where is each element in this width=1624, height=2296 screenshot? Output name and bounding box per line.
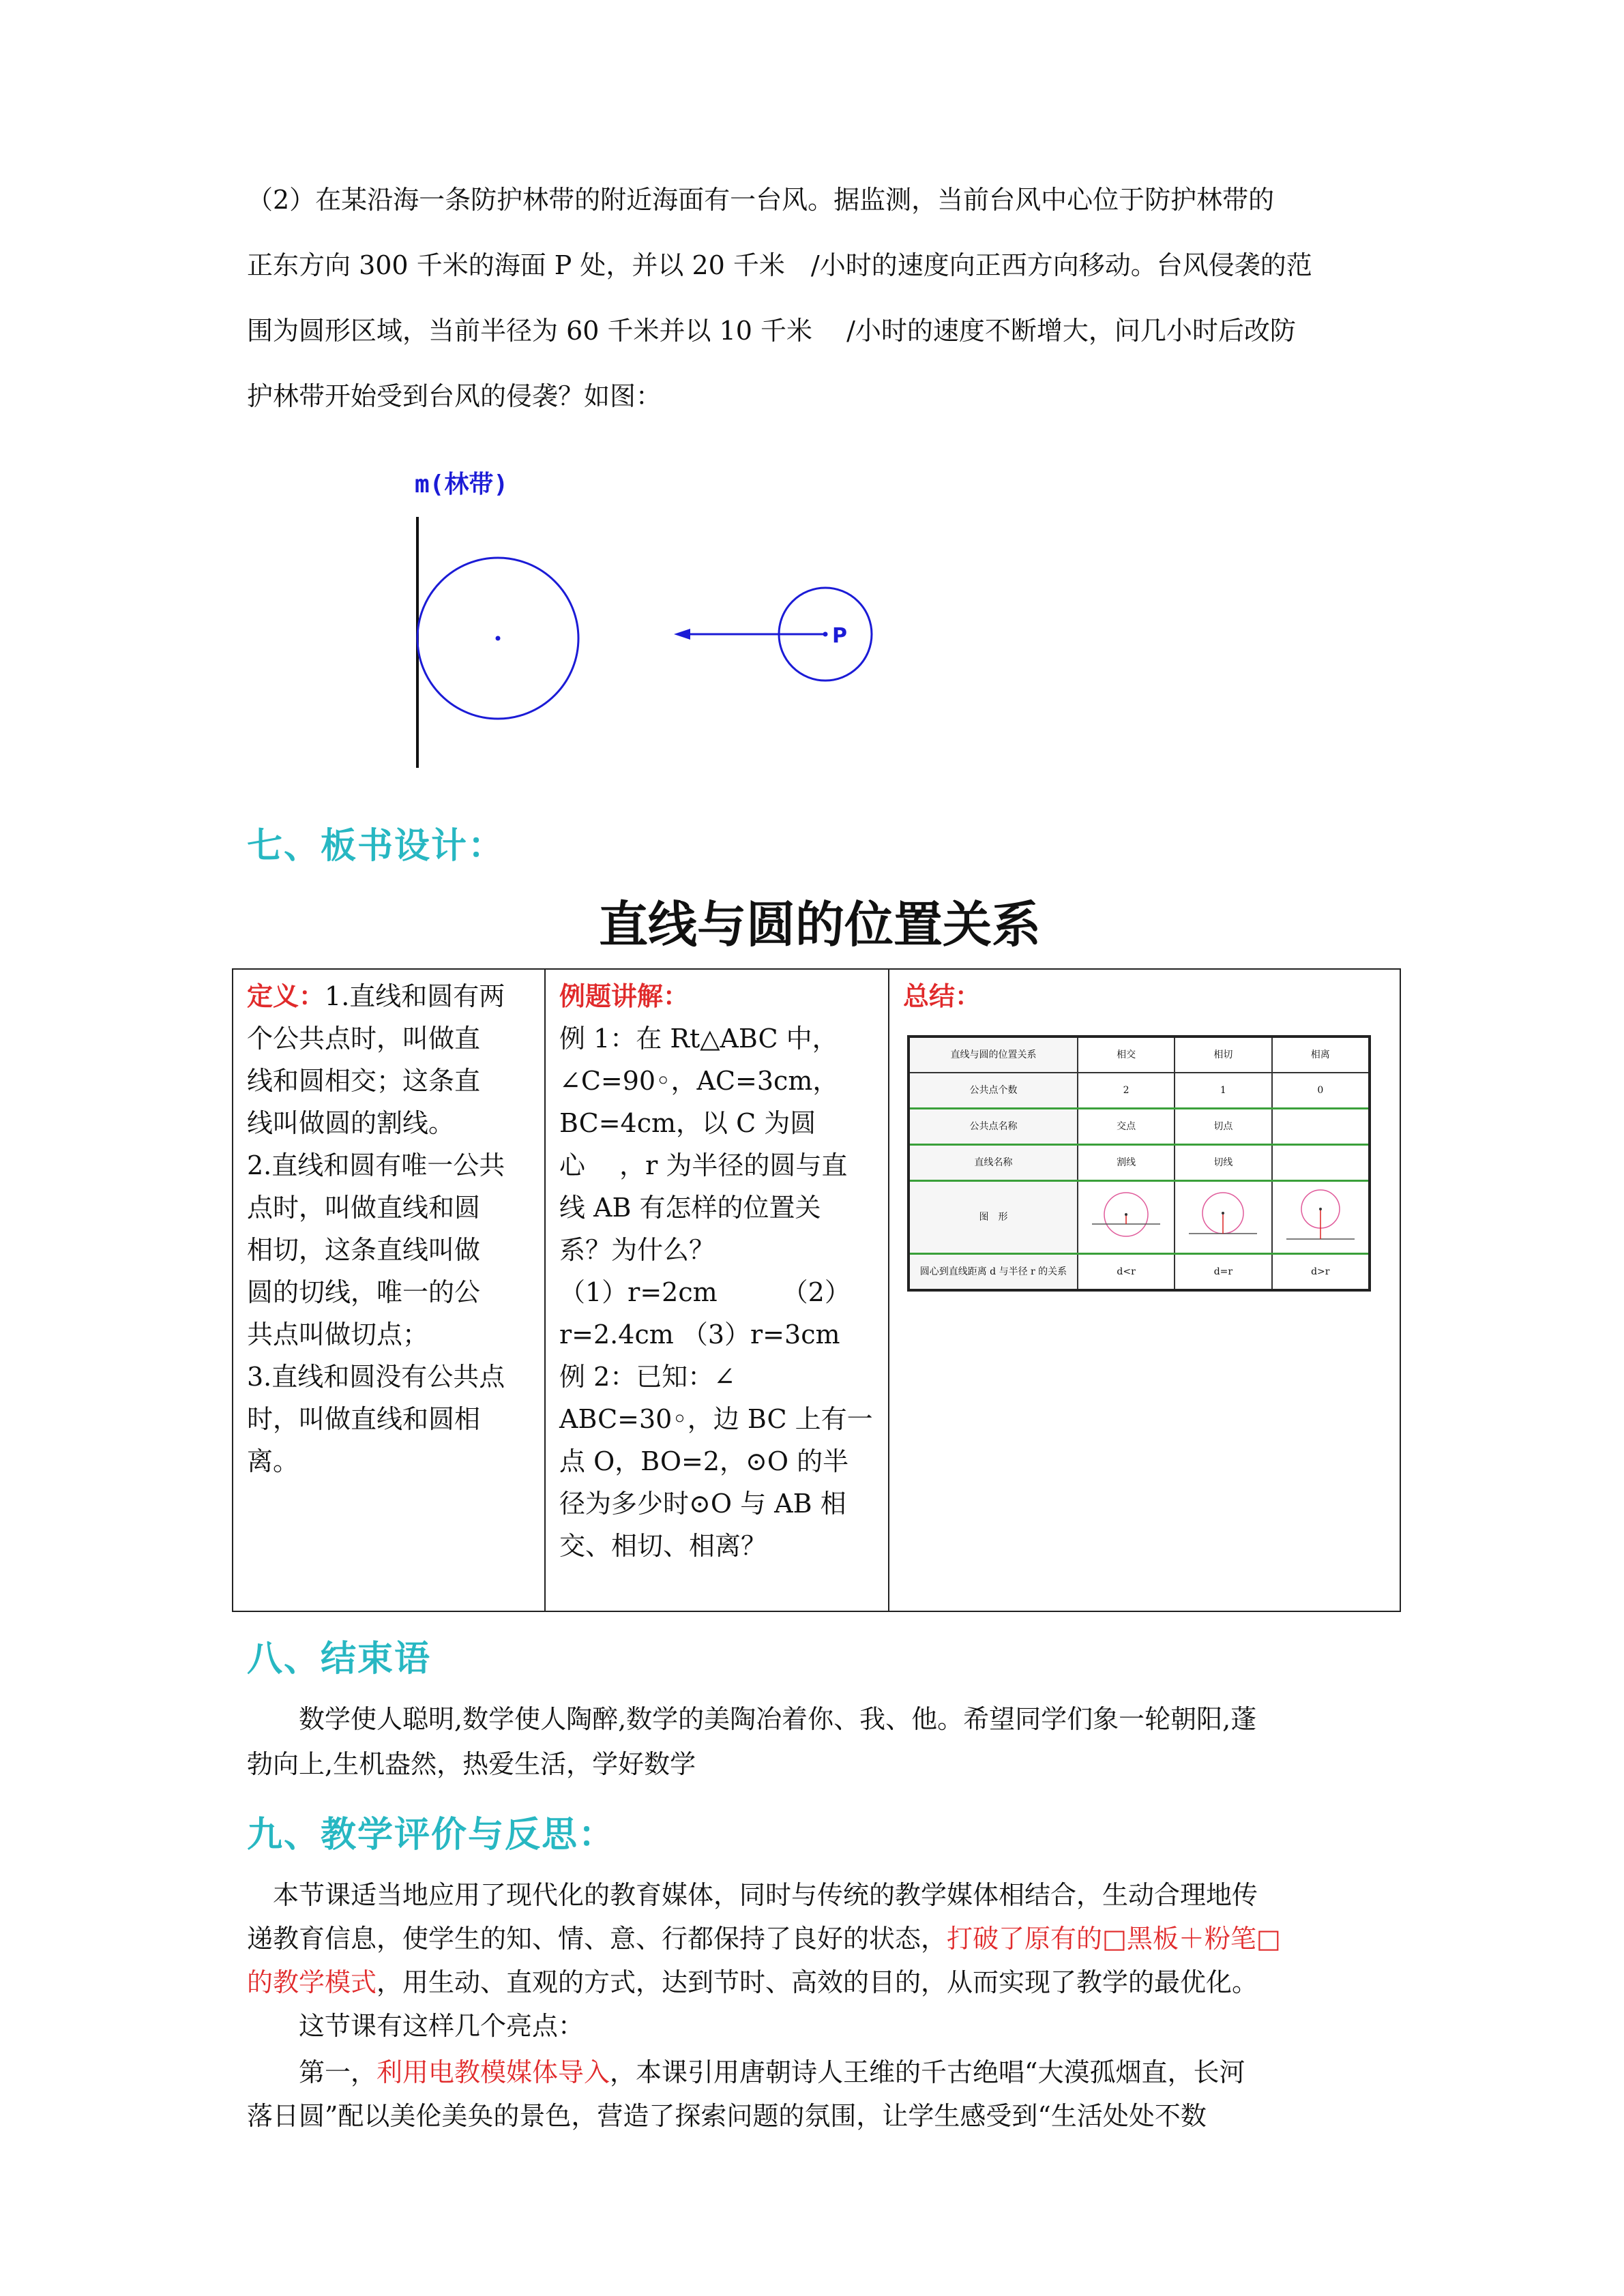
board-title: 直线与圆的位置关系 xyxy=(598,896,1041,953)
definition-line: 个公共点时，叫做直 xyxy=(247,1024,481,1054)
table-cell: 割线 xyxy=(1078,1145,1175,1181)
point-p-dot xyxy=(823,632,828,637)
examples-column xyxy=(546,970,889,1611)
highlight-second-line: 落日圆”配以美伦美奂的景色，营造了探索问题的氛围，让学生感受到“生活处处不数 xyxy=(247,2101,1207,2131)
evaluation-line xyxy=(247,1918,1393,1960)
example-line: 系？为什么？ xyxy=(559,1235,715,1265)
example-line: BC=4cm，以 C 为圆 xyxy=(559,1108,816,1138)
table-cell xyxy=(1272,1145,1370,1181)
problem-line: 围为圆形区域，当前半径为 60 千米并以 10 千米 /小时的速度不断增大，问几小时后改防 xyxy=(247,316,1296,346)
diagram-background xyxy=(314,442,928,796)
example-line: 径为多少时⊙O 与 AB 相 xyxy=(559,1489,846,1519)
table-cell: 交点 xyxy=(1078,1109,1175,1145)
problem-line: （2）在某沿海一条防护林带的附近海面有一台风。据监测，当前台风中心位于防护林带的 xyxy=(247,185,1275,215)
table-row xyxy=(909,1181,1370,1254)
highlights-intro: 这节课有这样几个亮点： xyxy=(247,2011,585,2041)
summary-head: 总结： xyxy=(903,981,981,1011)
summary-column xyxy=(889,970,1400,1611)
table-cell: 公共点名称 xyxy=(909,1109,1078,1145)
table-cell xyxy=(1078,1181,1175,1254)
evaluation-highlight: 打破了原有的□黑板＋粉笔□ xyxy=(947,1924,1281,1954)
evaluation-line: 本节课适当地应用了现代化的教育媒体，同时与传统的教学媒体相结合，生动合理地传 xyxy=(247,1880,1258,1910)
highlight-text: ，本课引用唐朝诗人王维的千古绝唱“大漠孤烟直，长河 xyxy=(610,2057,1245,2087)
example-line: （1）r=2cm （2） xyxy=(559,1277,851,1307)
definition-line: 3.直线和圆没有公共点 xyxy=(247,1362,505,1392)
example-line: ∠C=90◦，AC=3cm， xyxy=(559,1066,839,1096)
table-cell: 0 xyxy=(1272,1073,1370,1109)
summary-table xyxy=(907,1035,1371,1292)
table-row xyxy=(909,1254,1370,1291)
definition-line: 线叫做圆的割线。 xyxy=(247,1108,455,1138)
table-cell: 2 xyxy=(1078,1073,1175,1109)
evaluation-text: ，用生动、直观的方式，达到节时、高效的目的，从而实现了教学的最优化。 xyxy=(377,1967,1258,1997)
definition-line: 离。 xyxy=(247,1446,299,1476)
example-line: 线 AB 有怎样的位置关 xyxy=(559,1193,821,1223)
table-cell: 公共点个数 xyxy=(909,1073,1078,1109)
center-dot xyxy=(1222,1212,1224,1214)
table-cell: 相离 xyxy=(1272,1037,1370,1073)
point-p-label: P xyxy=(832,624,847,648)
example-line: 点 O，BO=2，⊙O 的半 xyxy=(559,1446,849,1476)
table-cell xyxy=(1272,1181,1370,1254)
table-row xyxy=(909,1037,1370,1073)
center-dot xyxy=(1125,1213,1127,1216)
definition-line: 时，叫做直线和圆相 xyxy=(247,1404,481,1434)
definition-line: 2.直线和圆有唯一公共 xyxy=(247,1150,505,1180)
forest-belt-label: m(林带) xyxy=(415,471,509,498)
definition-line: 线和圆相交；这条直 xyxy=(247,1066,481,1096)
section-heading-conclusion: 八、结束语 xyxy=(247,1639,432,1680)
typhoon-diagram xyxy=(314,442,928,796)
evaluation-highlight: 的教学模式 xyxy=(247,1967,377,1997)
table-cell xyxy=(1272,1109,1370,1145)
table-row xyxy=(909,1145,1370,1181)
section-heading-evaluation: 九、教学评价与反思： xyxy=(247,1815,616,1855)
highlight-red: 利用电教模媒体导入 xyxy=(377,2057,610,2087)
definition-line: 相切，这条直线叫做 xyxy=(247,1235,481,1265)
table-cell xyxy=(1175,1181,1271,1254)
tangent-diagram xyxy=(1182,1184,1264,1247)
example-line: ABC=30◦，边 BC 上有一 xyxy=(559,1404,873,1434)
example-line: r=2.4cm （3）r=3cm xyxy=(559,1320,840,1350)
problem-line: 正东方向 300 千米的海面 P 处，并以 20 千米 /小时的速度向正西方向移动。台风侵袭的范 xyxy=(247,250,1312,280)
highlight-text: 第一， xyxy=(247,2057,377,2087)
table-cell: d>r xyxy=(1272,1254,1370,1291)
table-row xyxy=(909,1109,1370,1145)
table-cell: 1 xyxy=(1175,1073,1271,1109)
table-row xyxy=(909,1073,1370,1109)
conclusion-line: 数学使人聪明,数学使人陶醉,数学的美陶冶着你、我、他。希望同学们象一轮朝阳,蓬 xyxy=(247,1704,1257,1734)
examples-head: 例题讲解： xyxy=(559,981,690,1011)
table-cell: 相交 xyxy=(1078,1037,1175,1073)
evaluation-text: 递教育信息，使学生的知、情、意、行都保持了良好的状态， xyxy=(247,1924,947,1954)
evaluation-line xyxy=(247,1961,1393,2004)
conclusion-line: 勃向上,生机盎然，热爱生活，学好数学 xyxy=(247,1749,696,1779)
definition-line: 点时，叫做直线和圆 xyxy=(247,1193,481,1223)
center-dot xyxy=(1319,1208,1322,1210)
circle-center-point xyxy=(496,636,501,641)
table-cell: 直线名称 xyxy=(909,1145,1078,1181)
table-cell: d<r xyxy=(1078,1254,1175,1291)
table-cell: d=r xyxy=(1175,1254,1271,1291)
definition-column xyxy=(233,970,546,1611)
table-cell: 切线 xyxy=(1175,1145,1271,1181)
example-line: 心 ，r 为半径的圆与直 xyxy=(559,1150,848,1180)
table-cell: 切点 xyxy=(1175,1109,1271,1145)
table-cell: 相切 xyxy=(1175,1037,1271,1073)
example-line: 例 2：已知：∠ xyxy=(559,1362,736,1392)
table-cell: 直线与圆的位置关系 xyxy=(909,1037,1078,1073)
problem-line: 护林带开始受到台风的侵袭？如图： xyxy=(247,381,662,411)
definition-first-line xyxy=(247,975,531,1017)
definition-line: 共点叫做切点； xyxy=(247,1320,429,1350)
section-heading-board-design: 七、板书设计： xyxy=(247,826,505,867)
definition-head: 定义： xyxy=(247,981,325,1011)
highlight-first-line xyxy=(247,2051,1393,2094)
board-table xyxy=(232,968,1401,1612)
example-line: 例 1：在 Rt△ABC 中， xyxy=(559,1024,838,1054)
intersect-diagram xyxy=(1085,1184,1167,1247)
definition-line: 圆的切线，唯一的公 xyxy=(247,1277,481,1307)
definition-line: 1.直线和圆有两 xyxy=(325,981,505,1011)
table-cell: 图 形 xyxy=(909,1181,1078,1254)
example-line: 交、相切、相离？ xyxy=(559,1531,767,1561)
table-cell: 圆心到直线距离 d 与半径 r 的关系 xyxy=(909,1254,1078,1291)
separate-diagram xyxy=(1280,1184,1361,1247)
